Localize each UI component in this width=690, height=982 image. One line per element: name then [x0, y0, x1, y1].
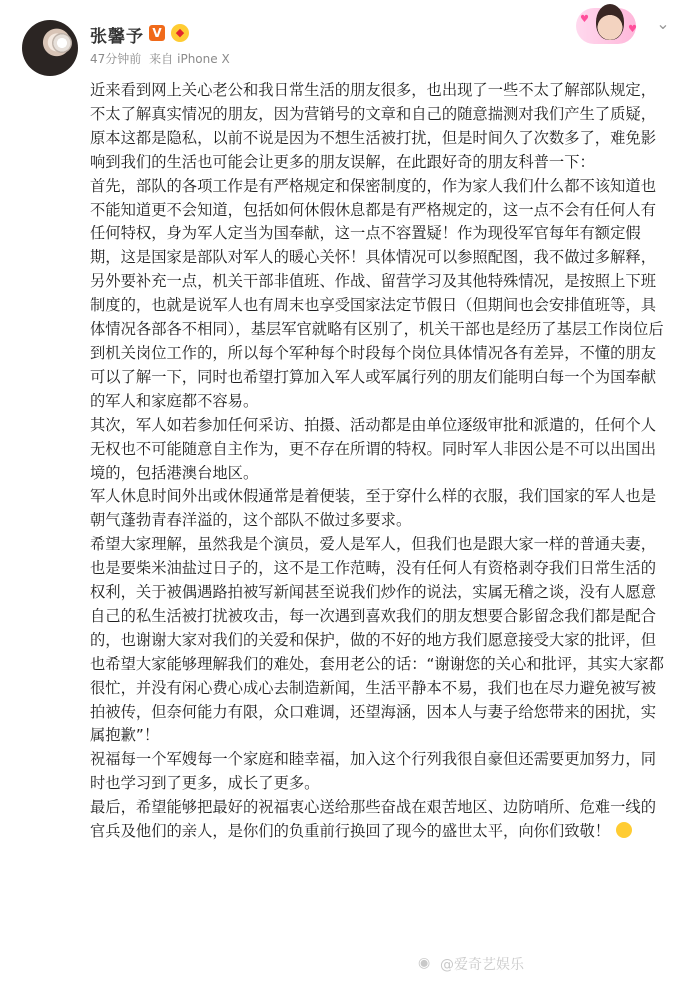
paragraph: 首先，部队的各项工作是有严格规定和保密制度的，作为家人我们什么都不该知道也不能知道更不会知道，包括如何休假休息都是有严格规定的，这一点不会有任何人有任何特权，身为军人定当为国奉献，这一点不容置疑！作为现役军官每年有额定假期，这是国家是部队对军人的暖心关怀！具体情况可以参照配图，我不做过多解释，另外要补充一点，机关干部非值班、作战、留营学习及其他特殊情况，是按照上下班制度的，也就是说军人也有周末也享受国家法定节假日（但期间也会安排值班等，具体情况各部各不相同），基层军官就略有区别了，机关干部也是经历了基层工作岗位后到机关岗位工作的，所以每个军种每个时段每个岗位具体情况各有差异，不懂的朋友可以了解一下，同时也希望打算加入军人或军属行列的朋友们能明白每一个为国奉献的军人和家庭都不容易。	[90, 176, 664, 410]
post-meta	[90, 50, 234, 67]
post-time: 47分钟前	[90, 52, 142, 66]
chevron-down-icon[interactable]: ⌄	[656, 14, 670, 33]
heart-icon: ♥	[580, 14, 589, 25]
decoration-portrait-icon	[596, 4, 624, 40]
paragraph-final	[90, 796, 670, 844]
watermark: @爱奇艺娱乐	[440, 957, 524, 973]
verified-badge-icon[interactable]: V	[149, 25, 165, 41]
paragraph: 近来看到网上关心老公和我日常生活的朋友很多，也出现了一些不太了解部队规定，不太了解真实情况的朋友，因为营销号的文章和自己的随意揣测对我们产生了质疑，原本这都是隐私，以前不说是因为不想生活被打扰，但是时间久了次数多了，难免影响到我们的生活也可能会让更多的朋友误解，在此跟好奇的朋友科普一下：	[90, 81, 656, 171]
source-prefix: 来自	[149, 52, 174, 66]
post-header	[0, 0, 690, 90]
salute-emoji-icon	[616, 822, 632, 838]
author-name[interactable]: 张馨予	[90, 27, 144, 47]
paragraph: 希望大家理解，虽然我是个演员，爱人是军人，但我们也是跟大家一样的普通夫妻，也是要柴米油盐过日子的，这不是工作范畴，没有任何人有资格剥夺我们日常生活的权利，关于被偶遇路拍被写新闻甚至说我们炒作的说法，实属无稽之谈，没有人愿意自己的私生活被打扰被攻击，每一次遇到喜欢我们的朋友想要合影留念我们都是配合的，也谢谢大家对我们的关爱和保护，做的不好的地方我们愿意接受大家的批评，但也希望大家能够理解我们的难处，套用老公的话：“谢谢您的关心和批评，其实大家都很忙，并没有闲心费心成心去制造新闻，生活平静本不易，我们也在尽力避免被写被拍被传，但奈何能力有限，众口难调，还望海涵，因本人与妻子给您带来的困扰，实属抱歉”！	[90, 535, 664, 745]
paragraph: 军人休息时间外出或休假通常是着便装，至于穿什么样的衣服，我们国家的军人也是朝气蓬勃青春洋溢的，这个部队不做过多要求。	[90, 487, 656, 530]
weibo-logo-icon: ◉	[418, 955, 431, 971]
paragraph-final-text: 最后，希望能够把最好的祝福衷心送给那些奋战在艰苦地区、边防哨所、危难一线的官兵及他们的亲人，是你们的负重前行换回了现今的盛世太平，向你们致敬！	[90, 798, 656, 841]
avatar[interactable]	[22, 20, 78, 76]
flower-graphic	[52, 33, 72, 53]
paragraph: 祝福每一个军嫂每一个家庭和睦幸福，加入这个行列我很自豪但还需要更加努力，同时也学习到了更多，成长了更多。	[90, 750, 656, 793]
heart-icon: ♥	[628, 24, 637, 35]
member-badge-icon[interactable]: ◆	[171, 24, 189, 42]
paragraph: 其次，军人如若参加任何采访、拍摄、活动都是由单位逐级审批和派遣的，任何个人无权也不可能随意自主作为，更不存在所谓的特权。同时军人非因公是不可以出国出境的，包括港澳台地区。	[90, 415, 656, 482]
source-device[interactable]: iPhone X	[177, 52, 230, 66]
post-body	[90, 79, 670, 844]
